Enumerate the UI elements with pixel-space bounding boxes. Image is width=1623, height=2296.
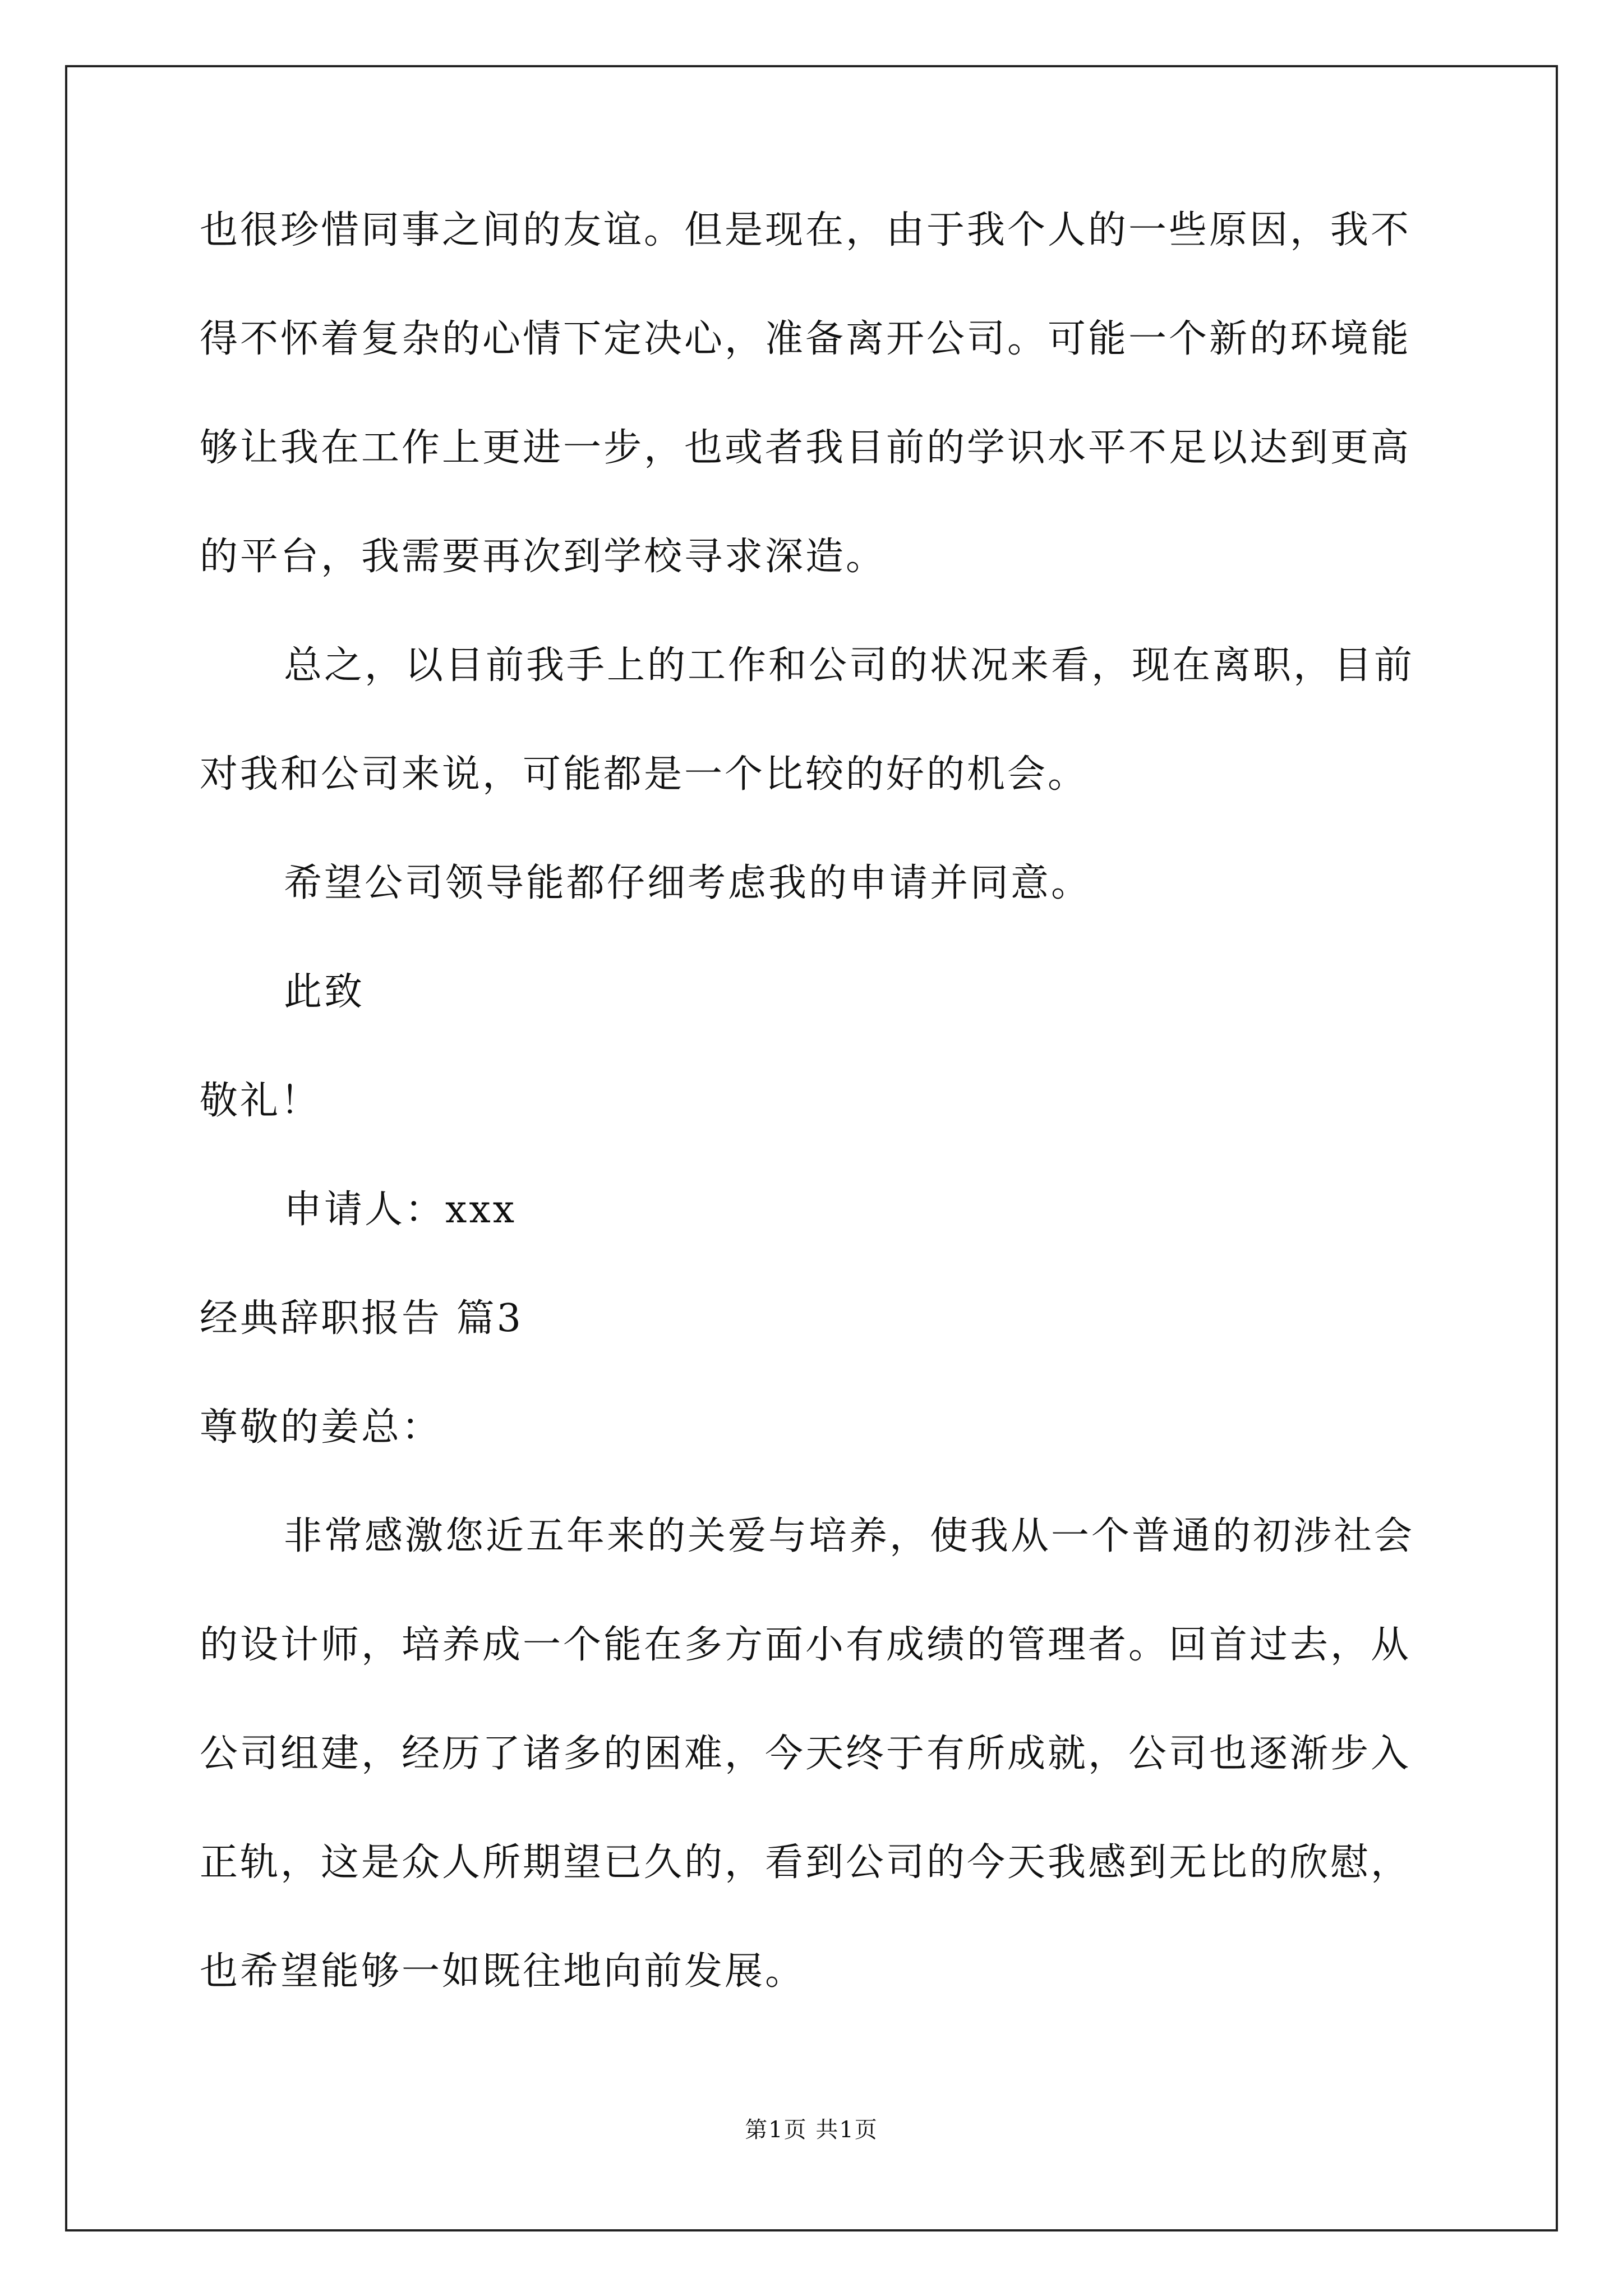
text-line-6: 对我和公司来说，可能都是一个比较的好的机会。 xyxy=(200,752,1089,797)
text-line-4: 的平台，我需要再次到学校寻求深造。 xyxy=(200,535,887,579)
letter-greeting: 尊敬的姜总： xyxy=(200,1405,442,1450)
text-line-13: 非常感激您近五年来的关爱与培养，使我从一个普通的初涉社会 xyxy=(284,1514,1415,1558)
text-line-14: 的设计师，培养成一个能在多方面小有成绩的管理者。回首过去，从 xyxy=(200,1623,1412,1667)
closing-respect: 敬礼！ xyxy=(200,1079,321,1123)
applicant-signature: 申请人：xxx xyxy=(284,1188,517,1232)
text-line-2: 得不怀着复杂的心情下定决心，准备离开公司。可能一个新的环境能 xyxy=(200,317,1412,361)
page-border xyxy=(65,65,1558,2231)
closing-salutation: 此致 xyxy=(284,970,365,1014)
section-heading: 经典辞职报告 篇3 xyxy=(200,1296,523,1341)
text-line-3: 够让我在工作上更进一步，也或者我目前的学识水平不足以达到更高 xyxy=(200,426,1412,470)
text-line-16: 正轨，这是众人所期望已久的，看到公司的今天我感到无比的欣慰， xyxy=(200,1841,1412,1885)
text-line-17: 也希望能够一如既往地向前发展。 xyxy=(200,1949,806,1994)
text-line-1: 也很珍惜同事之间的友谊。但是现在，由于我个人的一些原因，我不 xyxy=(200,208,1412,252)
text-line-15: 公司组建，经历了诸多的困难，今天终于有所成就，公司也逐渐步入 xyxy=(200,1732,1412,1776)
text-line-7: 希望公司领导能都仔细考虑我的申请并同意。 xyxy=(284,861,1092,905)
text-line-5: 总之，以目前我手上的工作和公司的状况来看，现在离职，目前 xyxy=(284,643,1415,688)
page-number-footer: 第1页 共1页 xyxy=(745,2117,878,2143)
